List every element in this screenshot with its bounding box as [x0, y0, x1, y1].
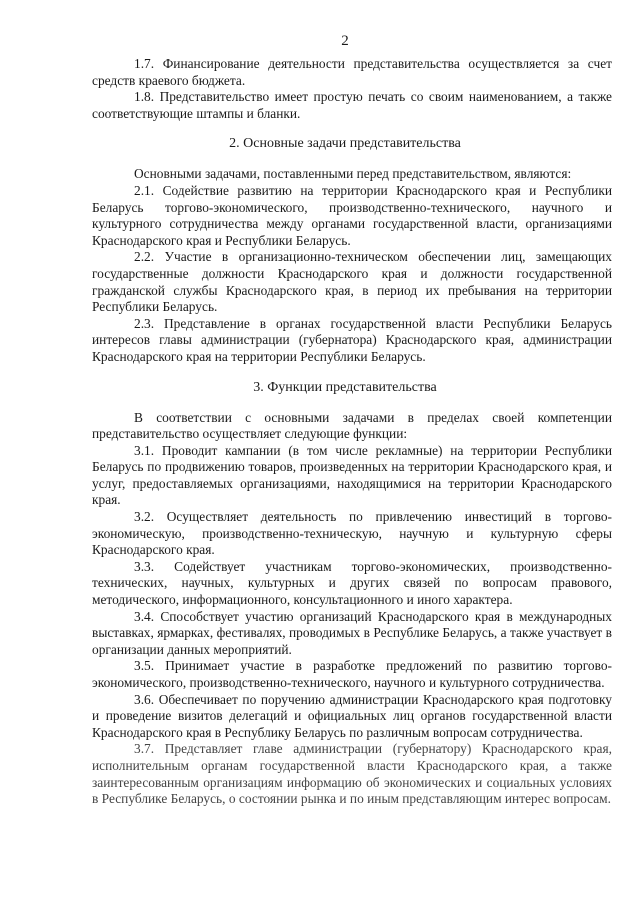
paragraph-2-3: 2.3. Представление в органах государственной власти Республики Беларусь интересов главы администрации (губернатора) Краснодарского края, администрации Краснодарского края на территории Республики Беларусь.	[92, 315, 612, 364]
paragraph-3-2: 3.2. Осуществляет деятельность по привлечению инвестиций в торгово-экономическую, производственно-техническую, научную и культурную сферы Краснодарского края.	[92, 509, 612, 558]
paragraph-2-1: 2.1. Содействие развитию на территории Краснодарского края и Республики Беларусь торгово-экономического, производственно-технического, научного и культурного сотрудничества между органами государственной власти, организациями Краснодарского края и Республики Беларусь.	[92, 182, 612, 248]
paragraph-3-7: 3.7. Представляет главе администрации (губернатору) Краснодарского края, исполнительным органам государственной власти Краснодарского края, а также заинтересованным организациям информацию об экономических и социальных условиях в Республике Беларусь, о состоянии рынка и по иным представляющим интерес вопросам.	[92, 741, 612, 807]
section-2-heading: 2. Основные задачи представительства	[229, 136, 461, 152]
paragraph-3-1: 3.1. Проводит кампании (в том числе рекламные) на территории Республики Беларусь по продвижению товаров, произведенных на территории Краснодарского края, и услуг, предоставляемых организациями, находящимися на территории Краснодарского края.	[92, 442, 612, 508]
section-2-intro: Основными задачами, поставленными перед представительством, являются:	[134, 166, 572, 182]
paragraph-3-3: 3.3. Содействует участникам торгово-экономических, производственно-технических, научных, культурных и других связей по вопросам правового, методического, информационного, консультационного и иного характера.	[92, 558, 612, 608]
section-3-intro: В соответствии с основными задачами в пределах своей компетенции представительство осуществляет следующие функции:	[92, 409, 612, 442]
paragraph-2-2: 2.2. Участие в организационно-техническом обеспечении лиц, замещающих государственные должности Краснодарского края и должности государственной гражданской службы Краснодарского края, в период их пребывания на территории Республики Беларусь.	[92, 249, 612, 315]
section-3-heading: 3. Функции представительства	[253, 379, 437, 395]
paragraph-1-8: 1.8. Представительство имеет простую печать со своим наименованием, а также соответствующие штампы и бланки.	[92, 89, 612, 121]
paragraph-3-4: 3.4. Способствует участию организаций Краснодарского края в международных выставках, ярмарках, фестивалях, проводимых в Республике Беларусь, а также участвует в организации данных мероприятий.	[92, 608, 612, 657]
page-number: 2	[341, 33, 349, 49]
paragraph-3-6: 3.6. Обеспечивает по поручению администрации Краснодарского края подготовку и проведение визитов делегаций и официальных лиц органов государственной власти Краснодарского края в Республику Беларусь по различным вопросам сотрудничества.	[92, 691, 612, 740]
paragraph-3-5: 3.5. Принимает участие в разработке предложений по развитию торгово-экономического, производственно-технического, научного и культурного сотрудничества.	[92, 658, 612, 690]
paragraph-1-7: 1.7. Финансирование деятельности представительства осуществляется за счет средств краевого бюджета.	[92, 56, 612, 88]
